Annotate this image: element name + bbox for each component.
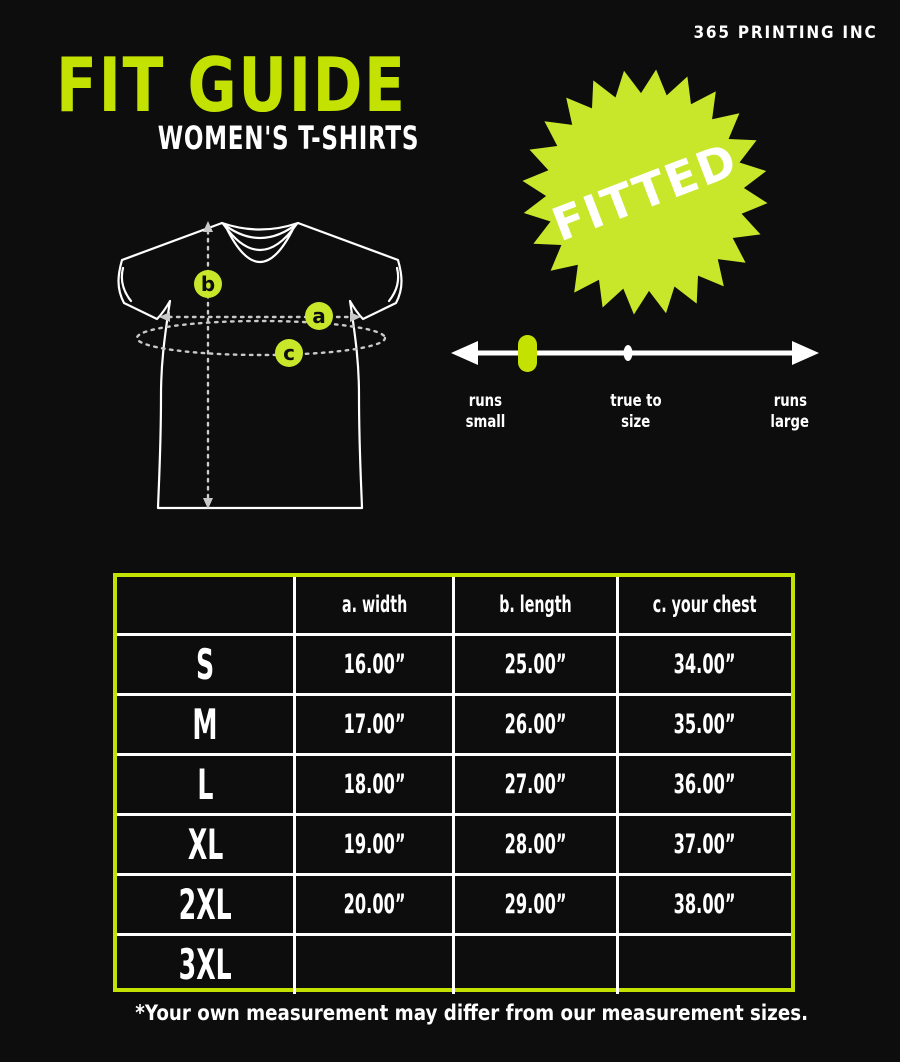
table-row — [117, 874, 791, 934]
length-cell: 27.00” — [454, 754, 617, 814]
size-cell: M — [117, 694, 295, 754]
table-row — [117, 814, 791, 874]
brand-text: 365 PRINTING INC — [693, 23, 878, 43]
scale-label-runs-large: runs large — [770, 391, 810, 432]
right-sleeve-seam — [389, 268, 398, 301]
table-row — [117, 754, 791, 814]
chest-cell: 37.00” — [617, 814, 791, 874]
scale-label-true-to-size: true to size — [610, 391, 662, 432]
size-table — [113, 573, 795, 992]
width-cell: 20.00” — [295, 874, 454, 934]
chest-cell: 36.00” — [617, 754, 791, 814]
marker-c-letter: c — [283, 341, 295, 365]
footnote: *Your own measurement may differ from our measurement sizes. — [135, 1001, 809, 1025]
left-sleeve-seam — [122, 268, 131, 301]
tshirt-outline — [119, 223, 402, 508]
true-to-size-tick — [624, 345, 633, 361]
size-cell: L — [117, 754, 295, 814]
length-cell — [454, 934, 617, 994]
scale-label-runs-small: runs small — [465, 391, 505, 432]
length-cell: 29.00” — [454, 874, 617, 934]
length-cell: 25.00” — [454, 634, 617, 694]
scale-arrow-right-icon — [792, 341, 819, 365]
fitted-badge — [505, 52, 785, 332]
length-cell: 28.00” — [454, 814, 617, 874]
size-cell: S — [117, 634, 295, 694]
tshirt-diagram — [90, 190, 430, 540]
page-title: FIT GUIDE — [56, 41, 407, 129]
header-size — [117, 577, 295, 634]
length-cell: 26.00” — [454, 694, 617, 754]
fitted-badge-label: FITTED — [544, 132, 746, 252]
chest-cell: 35.00” — [617, 694, 791, 754]
page-subtitle-wrap — [56, 119, 420, 157]
size-cell: 3XL — [117, 934, 295, 994]
width-cell: 19.00” — [295, 814, 454, 874]
table-row — [117, 634, 791, 694]
size-cell: XL — [117, 814, 295, 874]
size-cell: 2XL — [117, 874, 295, 934]
table-row — [117, 934, 791, 994]
fit-position-marker — [518, 335, 537, 372]
width-cell: 16.00” — [295, 634, 454, 694]
header-width: a. width — [295, 577, 454, 634]
marker-b-letter: b — [200, 272, 216, 296]
width-cell — [295, 934, 454, 994]
fit-scale — [448, 330, 828, 380]
chest-cell: 38.00” — [617, 874, 791, 934]
width-cell: 18.00” — [295, 754, 454, 814]
table-header-row — [117, 577, 791, 634]
width-cell: 17.00” — [295, 694, 454, 754]
chest-cell — [617, 934, 791, 994]
header-chest: c. your chest — [617, 577, 791, 634]
page-subtitle: WOMEN'S T-SHIRTS — [157, 119, 420, 157]
table-row — [117, 694, 791, 754]
chest-measure-ellipse — [137, 321, 385, 355]
header-length: b. length — [454, 577, 617, 634]
marker-a-letter: a — [312, 304, 326, 328]
scale-arrow-left-icon — [451, 341, 478, 365]
chest-cell: 34.00” — [617, 634, 791, 694]
